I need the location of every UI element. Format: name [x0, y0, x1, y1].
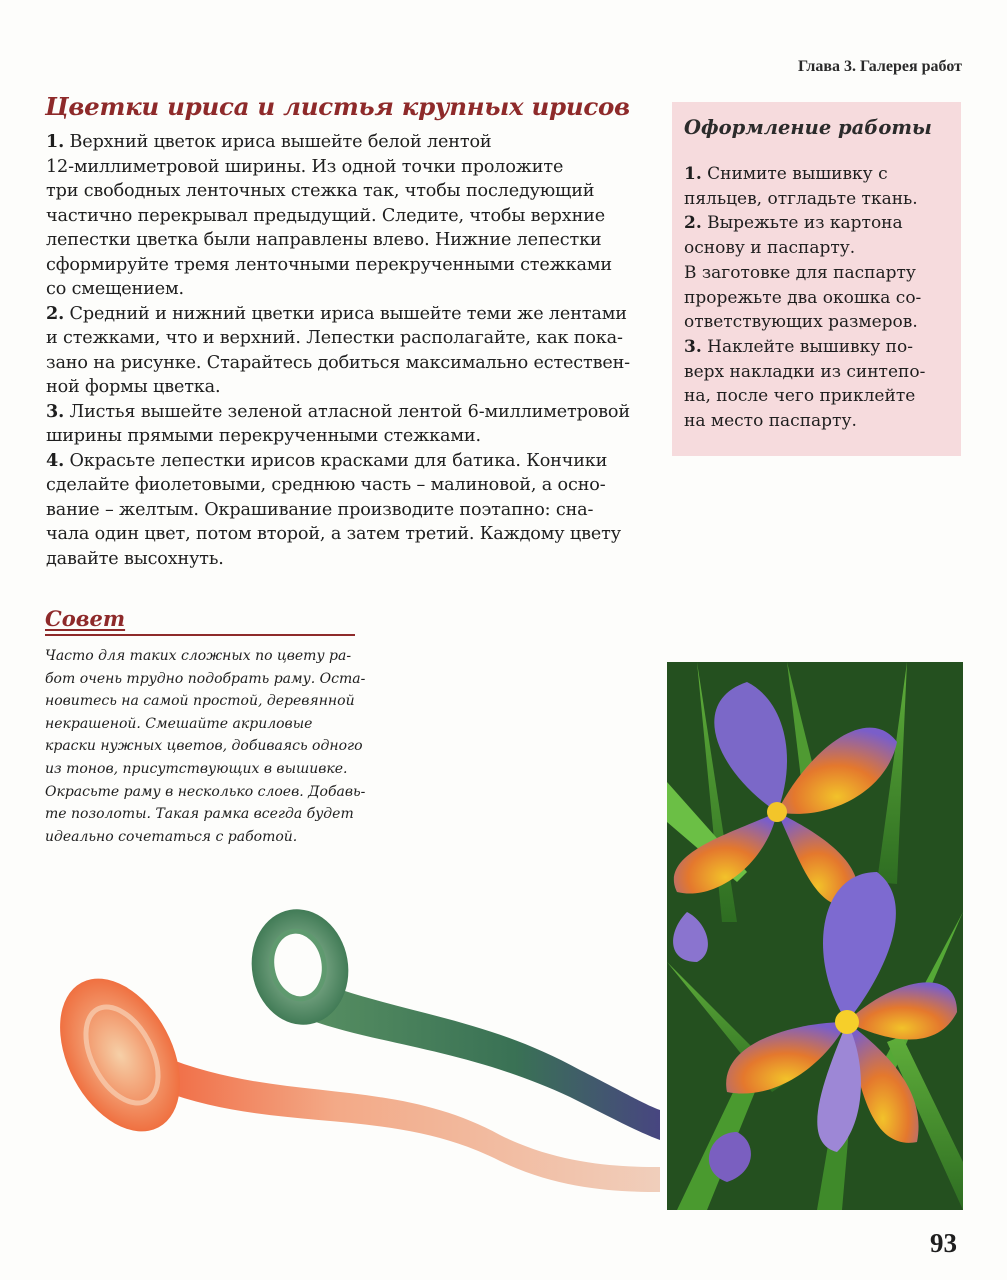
tip-line-9: идеально сочетаться с работой. [45, 828, 298, 845]
tip-line-2: бот очень трудно подобрать раму. Оста- [45, 670, 366, 687]
sidebar-step-1-number: 1. [684, 164, 702, 184]
main-title: Цветки ириса и листья крупных ирисов [45, 92, 630, 121]
sidebar-step-3-line-2: верх накладки из синтепо- [684, 361, 926, 382]
step-1-line-3: три свободных ленточных стежка так, чтобы последующий [46, 181, 595, 201]
page-number: 93 [930, 1228, 957, 1258]
step-2-line-3: зано на рисунке. Старайтесь добиться максимально естествен- [46, 352, 630, 373]
step-2-line-1: 2. Средний и нижний цветки ириса вышейте теми же лентами [46, 302, 627, 324]
step-4-line-5: давайте высохнуть. [46, 548, 224, 569]
sidebar-step-3-line-1: 3. Наклейте вышивку по- [684, 336, 913, 357]
ribbon-rolls-image [60, 905, 660, 1210]
step-3-line-1: 3. Листья вышейте зеленой атласной лентой 6-миллиметровой [46, 400, 630, 422]
iris-embroidery-image [667, 662, 963, 1210]
running-head: Глава 3. Галерея работ [798, 58, 962, 75]
step-2-line-2: и стежками, что и верхний. Лепестки располагайте, как пока- [46, 328, 623, 348]
step-1-line-7: со смещением. [46, 279, 184, 299]
step-1-line-4: частично перекрывал предыдущий. Следите, чтобы верхние [46, 205, 605, 226]
sidebar-step-2-line-2: основу и паспарту. [684, 238, 856, 259]
step-2-line-4: ной формы цветка. [46, 377, 221, 397]
tip-line-5: краски нужных цветов, добиваясь одного [45, 738, 363, 755]
sidebar-step-3-number: 3. [684, 336, 702, 357]
sidebar-step-2-number: 2. [684, 213, 702, 234]
tip-line-8: те позолоты. Такая рамка всегда будет [45, 806, 354, 823]
sidebar-step-2-line-4: прорежьте два окошка со- [684, 287, 922, 308]
tip-line-7: Окрасьте раму в несколько слоев. Добавь- [45, 783, 366, 800]
tip-rule [45, 634, 355, 636]
tip-text [45, 645, 365, 848]
step-3-line-2: ширины прямыми перекрученными стежками. [46, 426, 481, 446]
step-1-line-2: 12-миллиметровой ширины. Из одной точки проложите [46, 156, 564, 177]
sidebar-step-3-line-4: на место паспарту. [684, 411, 857, 432]
step-1-line-6: сформируйте тремя ленточными перекрученными стежками [46, 254, 612, 275]
sidebar-title: Оформление работы [684, 116, 932, 139]
sidebar-step-2-line-5: ответствующих размеров. [684, 312, 918, 333]
sidebar-text [684, 162, 956, 434]
step-4-line-3: вание – желтым. Окрашивание производите поэтапно: сна- [46, 499, 594, 520]
tip-line-4: некрашеной. Смешайте акриловые [45, 715, 313, 732]
main-text [46, 130, 656, 571]
orange-ribbon-roll [60, 958, 204, 1152]
step-4-line-1: 4. Окрасьте лепестки ирисов красками для батика. Кончики [46, 449, 608, 471]
step-4-number: 4. [46, 449, 65, 471]
step-1-number: 1. [46, 131, 65, 152]
step-3-number: 3. [46, 400, 65, 422]
sidebar-box [672, 102, 961, 456]
tip-line-6: из тонов, присутствующих в вышивке. [45, 760, 348, 777]
sidebar-step-2-line-3: В заготовке для паспарту [684, 262, 916, 283]
sidebar-step-2-line-1: 2. Вырежьте из картона [684, 213, 903, 234]
step-4-line-4: чала один цвет, потом второй, а затем третий. Каждому цвету [46, 524, 621, 544]
tip-line-1: Часто для таких сложных по цвету ра- [45, 648, 352, 664]
tip-line-3: новитесь на самой простой, деревянной [45, 693, 355, 710]
step-4-line-2: сделайте фиолетовыми, среднюю часть – малиновой, а осно- [46, 475, 606, 495]
step-1-line-1: 1. Верхний цветок ириса вышейте белой лентой [46, 131, 492, 152]
step-1-line-5: лепестки цветка были направлены влево. Нижние лепестки [46, 230, 602, 250]
ribbons-illustration [60, 905, 660, 1210]
step-2-number: 2. [46, 302, 65, 324]
tip-heading: Совет [45, 606, 126, 631]
iris-embroidery-photo [667, 662, 963, 1210]
sidebar-step-1-line-2: пяльцев, отгладьте ткань. [684, 188, 918, 209]
sidebar-step-3-line-3: на, после чего приклейте [684, 386, 916, 407]
sidebar-step-1-line-1: 1. Снимите вышивку с [684, 164, 888, 184]
